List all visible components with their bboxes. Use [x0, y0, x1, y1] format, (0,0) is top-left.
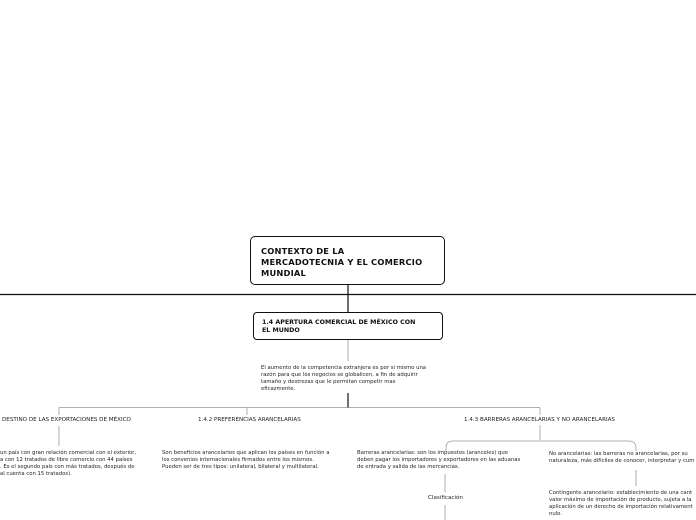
node-text-contingente: Contingente arancelario: establecimiento de una cant valor máximo de importación de producto, sujeta a la aplicación de un derecho de importación relativament nulo. [549, 490, 693, 517]
branch-text-preferencias: Son beneficios arancelarios que aplican los países en función a los convenios internacionales firmados entre los mismos. Pueden ser de tres tipos: unilateral, bilateral y multilateral. [162, 450, 330, 470]
subtopic-title: 1.4 APERTURA COMERCIAL DE MÉXICO CON EL MUNDO [262, 319, 416, 334]
branch-label-barreras[interactable]: 1.4.3 BARRERAS ARANCELARIAS Y NO ARANCELARIAS [464, 417, 615, 423]
root-topic-title: CONTEXTO DE LA MERCADOTECNIA Y EL COMERCIO MUNDIAL [261, 246, 423, 278]
branch-text-exportaciones: un país con gran relación comercial con el exterior, a con 12 tratados de libre comercio con 44 países . Es el segundo país con más tratados, después de al cuenta con 15 tratados). [0, 450, 137, 477]
node-text-arancelarias: Barreras arancelarias: son los impuestos (aranceles) que deben pagar los importadores y exportadores en las aduanas de entrada y salida de las mercancías. [357, 450, 521, 470]
node-text-no-arancelarias: No arancelarias: las barreras no arancelarias, por su naturaleza, más difíciles de conocer, interpretar y cum [549, 451, 695, 464]
node-label-clasificacion[interactable]: Clasificación [428, 495, 463, 501]
branch-label-exportaciones[interactable]: DESTINO DE LAS EXPORTACIONES DE MÉXICO [2, 417, 131, 423]
subtopic-box[interactable] [253, 312, 443, 340]
branch-label-preferencias[interactable]: 1.4.2 PREFERENCIAS ARANCELARIAS [198, 417, 301, 423]
root-topic-box[interactable] [250, 236, 445, 285]
subtopic-description: El aumento de la competencia extranjera es por si mismo una razón para que los negocios se globalicen, a fin de adquirir tamaño y destrezas que le permitan competir mas eficazmente. [261, 365, 427, 392]
